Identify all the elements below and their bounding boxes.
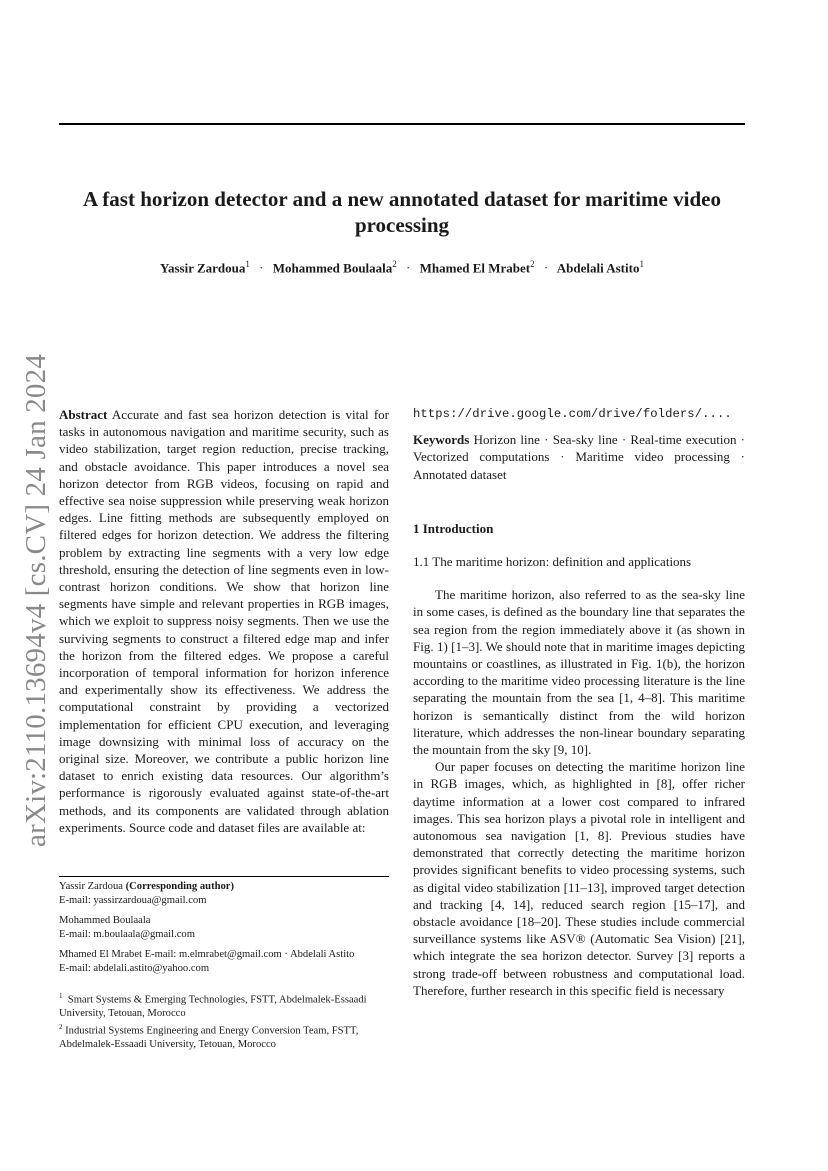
author-name: Mohammed Boulaala <box>272 260 393 276</box>
arxiv-stamp: arXiv:2110.13694v4 [cs.CV] 24 Jan 2024 <box>20 353 52 847</box>
author-2-name: Mohammed Boulaala <box>59 915 151 926</box>
abstract <box>59 406 389 836</box>
author-4-email: E-mail: abdelali.astito@yahoo.com <box>59 962 210 974</box>
abstract-column-left <box>59 406 389 836</box>
author-affiliation-mark: 2 <box>530 259 535 269</box>
abstract-text: Accurate and fast sea horizon detection is vital for tasks in autonomous navigation and maritime security, such as video stabilization, target region reduction, precise tracking, and obstacle avoidance. This paper introduces a novel sea horizon detector from RGB videos, focusing on rapid and effective sea noise suppression while preserving weak horizon edges. Line fitting methods are subsequently employed on filtered edges for horizon detection. We address the filtering problem by extracting line segments with a very low edge threshold, ensuring the detection of line segments even in low-contrast horizon conditions. We show that horizon line segments have simple and relevant properties in RGB images, which we exploit to suppress noisy segments. Then we use the surviving segments to construct a filtered edge map and infer the horizon from the filtered edges. We propose a careful incorporation of temporal information for horizon inference and experimentally show its effectiveness. We address the computational constraint by providing a vectorized implementation for efficient CPU execution, and leveraging image downsizing with minimal loss of accuracy on the original size. Moreover, we contribute a public horizon line dataset to enrich existing data resources. Our algorithm’s performance is rigorously evaluated against state-of-the-art methods, and its components are validated through ablation experiments. Source code and dataset files are available at: <box>59 407 389 835</box>
body-paragraph: Our paper focuses on detecting the maritime horizon line in RGB images, which, as highlighted in [8], offer richer daytime information at a lower cost compared to infrared images. This sea horizon plays a pivotal role in intelligent and autonomous sea navigation [1, 8]. Previous studies have demonstrated that correctly detecting the maritime horizon provides significant benefits to video processing systems, such as digital video stabilization [11–13], improved target detection and tracking [4, 14], reduced search region [15–17], and obstacle avoidance [18–20]. These studies include commercial surveillance systems like ASV® (Automatic Sea Vision) [21], which integrate the sea horizon detector. Survey [3] reports a strong trade-off between robustness and computational load. Therefore, further research in this specific field is necessary <box>413 759 745 998</box>
keywords <box>413 431 745 483</box>
column-right <box>413 406 745 999</box>
authors-3-4-line: Mhamed El Mrabet E-mail: m.elmrabet@gmail.com · Abdelali Astito <box>59 949 355 960</box>
author-name: Yassir Zardoua <box>160 260 246 276</box>
header-rule <box>59 123 745 125</box>
paper-title: A fast horizon detector and a new annotated dataset for maritime video processing <box>83 187 721 237</box>
affiliation-1-text: Smart Systems & Emerging Technologies, FSTT, Abdelmalek-Essaadi University, Tetouan, Morocco <box>59 994 367 1020</box>
author-name: Abdelali Astito <box>556 260 640 276</box>
section-heading: 1 Introduction <box>413 520 494 536</box>
footnote-authors-3-4 <box>59 948 389 975</box>
affiliation-1-mark: 1 <box>59 992 63 1000</box>
affiliation-2 <box>59 1021 389 1052</box>
body-paragraph: The maritime horizon, also referred to as the sea-sky line in some cases, is defined as the boundary line that separates the sea region from the region immediately above it (as shown in Fig. 1) [1–3]. We should note that in maritime images depicting mountains or coastlines, as illustrated in Fig. 1(b), the horizon according to the maritime video processing literature is the line separating the mountain from the sea [1, 4–8]. This maritime horizon is semantically distinct from the wild horizon literature, which addresses the non-linear boundary separating the mountain from the sky [9, 10]. <box>413 587 745 758</box>
affiliation-2-text: Industrial Systems Engineering and Energy Conversion Team, FSTT, Abdelmalek-Essaadi University, Tetouan, Morocco <box>59 1025 359 1051</box>
author-2-email: E-mail: m.boulaala@gmail.com <box>59 928 195 940</box>
author-separator: · <box>543 260 549 276</box>
author-separator: · <box>259 260 264 276</box>
author-affiliation-mark: 1 <box>245 259 250 269</box>
corresponding-author-name: Yassir Zardoua <box>59 881 123 892</box>
author-name: Mhamed El Mrabet <box>419 260 531 276</box>
affiliation-2-mark: 2 <box>59 1022 63 1031</box>
corresponding-author-tag: (Corresponding author) <box>125 881 235 892</box>
footnote-affiliations <box>59 990 389 1052</box>
affiliation-1 <box>59 990 389 1021</box>
footnote-corresponding-author <box>59 880 389 907</box>
corresponding-author-email: E-mail: yassirzardoua@gmail.com <box>59 894 207 906</box>
abstract-label: Abstract <box>59 407 108 422</box>
author-separator: · <box>406 260 411 276</box>
keywords-text: Horizon line · Sea-sky line · Real-time execution · Vectorized computations · Maritime video processing · Annotated dataset <box>413 432 746 482</box>
keywords-label: Keywords <box>413 432 470 448</box>
author-affiliation-mark: 2 <box>392 259 397 269</box>
subsection-heading: 1.1 The maritime horizon: definition and applications <box>413 554 692 570</box>
dataset-url[interactable]: https://drive.google.com/drive/folders/.... <box>413 407 732 421</box>
footnote-rule <box>59 876 389 877</box>
author-affiliation-mark: 1 <box>639 259 644 269</box>
footnote-author-2 <box>59 914 389 941</box>
author-list <box>59 259 745 276</box>
